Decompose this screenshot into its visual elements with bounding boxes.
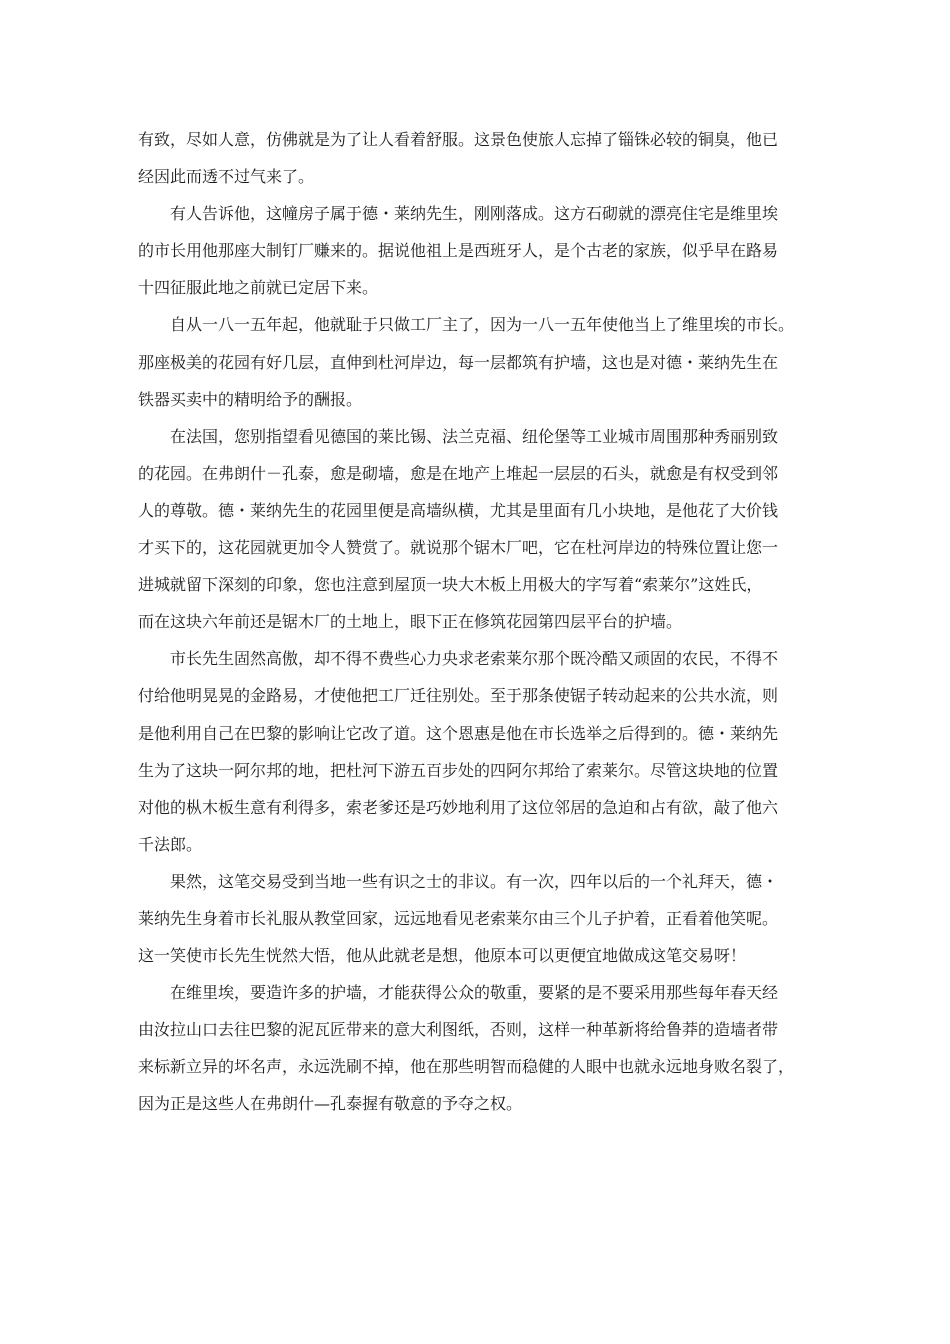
text-line: 是他利用自己在巴黎的影响让它改了道。这个恩惠是他在市长选举之后得到的。德・莱纳先	[138, 723, 779, 743]
text-line: 十四征服此地之前就已定居下来。	[138, 278, 379, 298]
text-line: 自从一八一五年起，他就耻于只做工厂主了，因为一八一五年使他当上了维里埃的市长。	[170, 315, 795, 335]
text-line: 在法国，您别指望看见德国的莱比锡、法兰克福、纽伦堡等工业城市周围那种秀丽别致	[170, 426, 779, 446]
paragraph-6	[138, 863, 818, 974]
text-line: 有人告诉他，这幢房子属于德・莱纳先生，刚刚落成。这方石砌就的漂亮住宅是维里埃	[170, 204, 779, 224]
text-line: 因为正是这些人在弗朗什—孔泰握有敬意的予夺之权。	[138, 1094, 523, 1114]
text-line: 而在这块六年前还是锯木厂的土地上，眼下正在修筑花园第四层平台的护墙。	[138, 612, 683, 632]
text-line: 人的尊敬。德・莱纳先生的花园里便是高墙纵横，尤其是里面有几小块地，是他花了大价钱	[138, 500, 779, 520]
text-line: 在维里埃，要造许多的护墙，才能获得公众的敬重，要紧的是不要采用那些每年春天经	[170, 983, 779, 1003]
paragraph-5	[138, 640, 818, 863]
text-line: 由汝拉山口去往巴黎的泥瓦匠带来的意大利图纸，否则，这样一种革新将给鲁莽的造墙者带	[138, 1020, 779, 1040]
paragraph-3	[138, 306, 818, 417]
text-line: 这一笑使市长先生恍然大悟，他从此就老是想，他原本可以更便宜地做成这笔交易呀！	[138, 946, 747, 966]
text-line: 的花园。在弗朗什－孔泰，愈是砌墙，愈是在地产上堆起一层层的石头，就愈是有权受到邻	[138, 463, 779, 483]
text-line: 对他的枞木板生意有利得多，索老爹还是巧妙地利用了这位邻居的急迫和占有欲，敲了他六	[138, 797, 779, 817]
text-line: 付给他明晃晃的金路易，才使他把工厂迁往别处。至于那条使锯子转动起来的公共水流，则	[138, 686, 779, 706]
paragraph-2	[138, 195, 818, 306]
text-line: 有致，尽如人意，仿佛就是为了让人看着舒服。这景色使旅人忘掉了锱铢必较的铜臭，他已	[138, 130, 779, 149]
paragraph-1	[138, 121, 818, 195]
text-line: 千法郎。	[138, 834, 203, 854]
text-line: 进城就留下深刻的印象，您也注意到屋顶一块大木板上用极大的字写着“索莱尔”这姓氏，	[138, 575, 763, 595]
text-line: 市长先生固然高傲，却不得不费些心力央求老索莱尔那个既冷酷又顽固的农民，不得不	[170, 649, 779, 669]
text-line: 来标新立异的坏名声，永远洗刷不掉，他在那些明智而稳健的人眼中也就永远地身败名裂了，	[138, 1057, 795, 1077]
text-line: 生为了这块一阿尔邦的地，把杜河下游五百步处的四阿尔邦给了索莱尔。尽管这块地的位置	[138, 760, 779, 780]
text-line: 的市长用他那座大制钉厂赚来的。据说他祖上是西班牙人，是个古老的家族，似乎早在路易	[138, 241, 779, 261]
text-line: 果然，这笔交易受到当地一些有识之士的非议。有一次，四年以后的一个礼拜天，德・	[170, 871, 779, 891]
text-line: 那座极美的花园有好几层，直伸到杜河岸边，每一层都筑有护墙，这也是对德・莱纳先生在	[138, 352, 779, 372]
text-line: 经因此而透不过气来了。	[138, 167, 315, 187]
paragraph-7	[138, 974, 818, 1122]
body-text	[138, 121, 818, 1123]
paragraph-4	[138, 418, 818, 641]
text-line: 莱纳先生身着市长礼服从教堂回家，远远地看见老索莱尔由三个儿子护着，正看着他笑呢。	[138, 908, 779, 928]
text-line: 铁器买卖中的精明给予的酬报。	[138, 389, 363, 409]
text-line: 才买下的，这花园就更加令人赞赏了。就说那个锯木厂吧，它在杜河岸边的特殊位置让您一	[138, 538, 779, 558]
